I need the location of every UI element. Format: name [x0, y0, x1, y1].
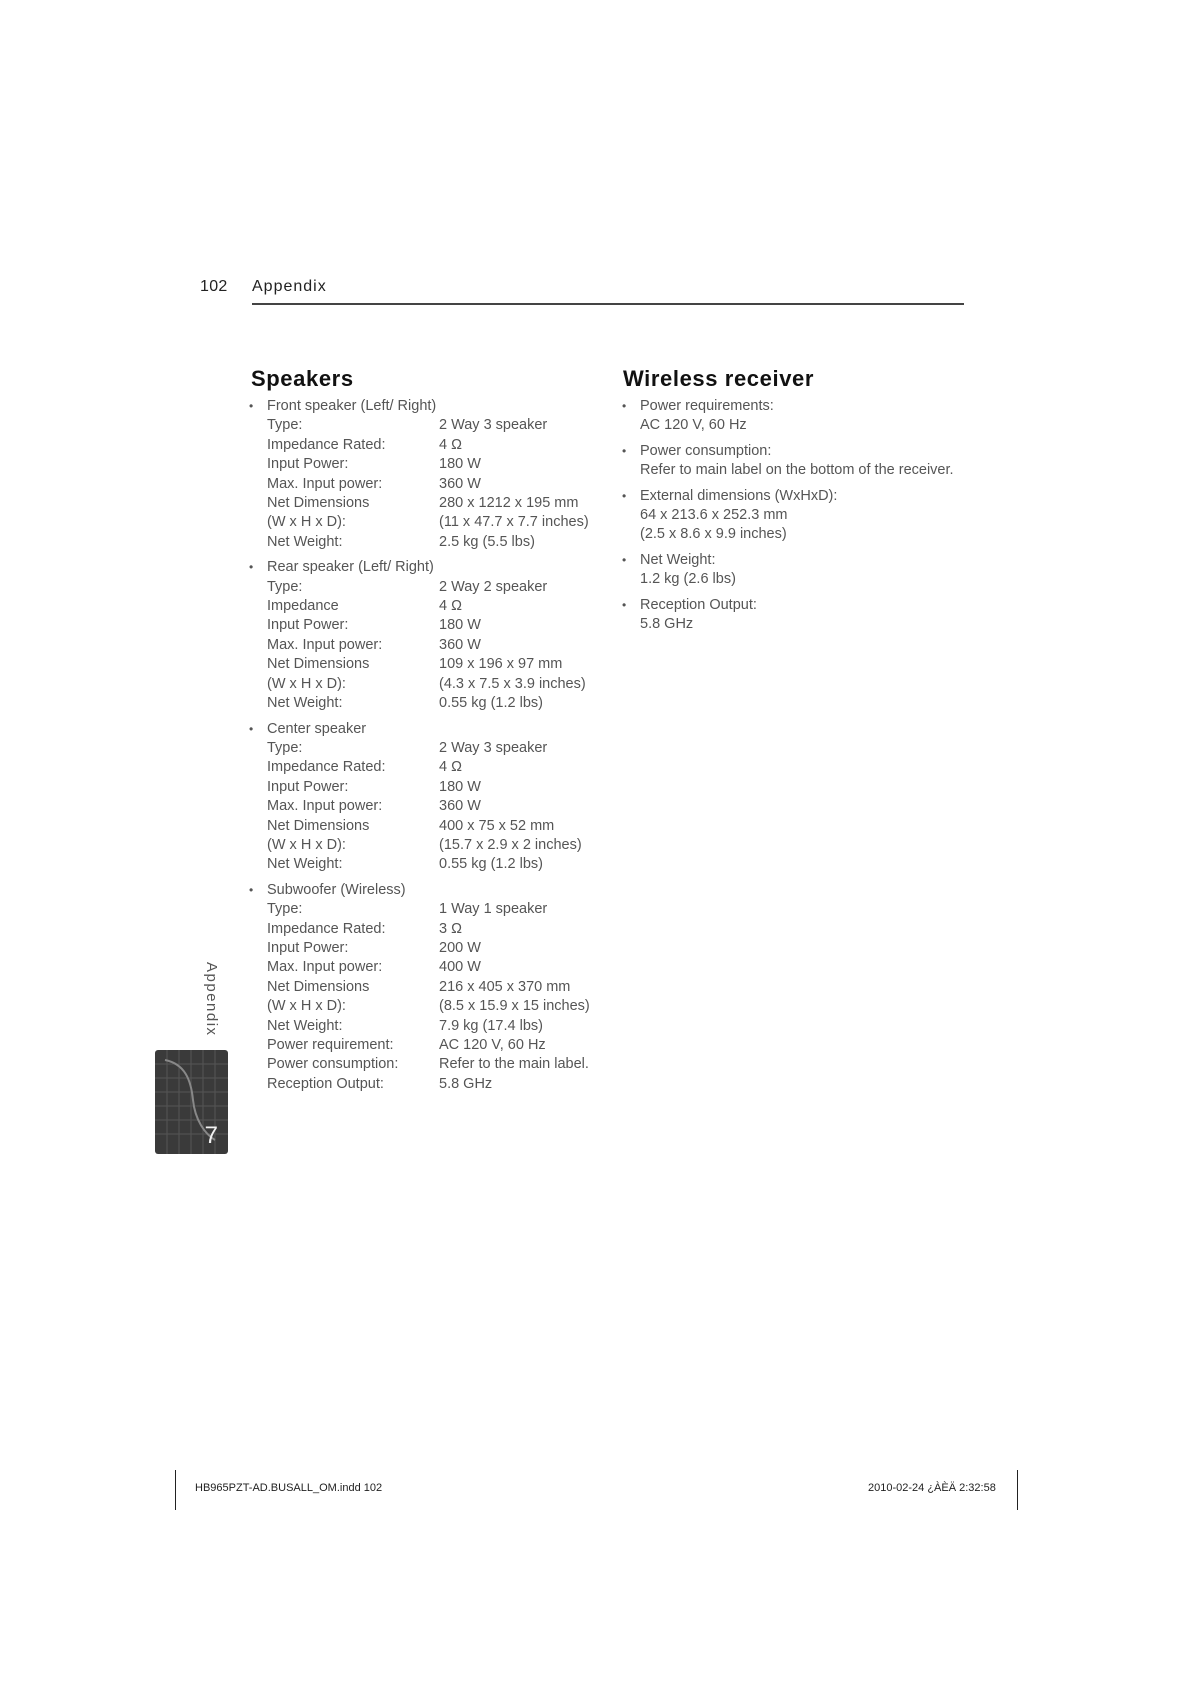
- bullet-icon: •: [249, 882, 254, 897]
- bullet-icon: •: [622, 597, 627, 612]
- spec-label: Type:: [267, 739, 303, 756]
- spec-label: Reception Output:: [267, 1075, 384, 1092]
- bullet-icon: •: [622, 488, 627, 503]
- spec-value: 180 W: [439, 617, 481, 634]
- wireless-receiver-title: Wireless receiver: [623, 366, 815, 391]
- spec-label: Net Dimensions: [267, 495, 370, 512]
- spec-label: Net Dimensions: [267, 817, 370, 834]
- spec-value: 0.55 kg (1.2 lbs): [439, 695, 543, 712]
- spec-row: [267, 494, 607, 513]
- spec-label: (W x H x D):: [267, 514, 346, 531]
- slug-filename: HB965PZT-AD.BUSALL_OM.indd 102: [195, 1482, 383, 1494]
- spec-value: 200 W: [439, 939, 481, 956]
- spec-value: 7.9 kg (17.4 lbs): [439, 1017, 543, 1034]
- spec-label: Type:: [267, 578, 303, 595]
- spec-row: [267, 475, 607, 494]
- bullet-icon: •: [249, 560, 254, 575]
- bullet-icon: •: [622, 399, 627, 413]
- speakers-spec-list: [247, 397, 607, 1100]
- speaker-group-heading: Center speaker: [267, 720, 367, 737]
- chapter-number: 7: [204, 1122, 218, 1149]
- page-header: [200, 278, 964, 306]
- bullet-icon: •: [622, 552, 627, 567]
- spec-value: 400 x 75 x 52 mm: [439, 817, 555, 834]
- spec-value: 109 x 196 x 97 mm: [439, 656, 563, 673]
- spec-label: Net Weight:: [267, 533, 343, 550]
- spec-value: 4 Ω: [439, 598, 462, 615]
- spec-label: Input Power:: [267, 939, 349, 956]
- spec-row: [267, 636, 607, 655]
- spec-value: 1 Way 1 speaker: [439, 901, 548, 918]
- wireless-spec-heading: Net Weight:: [640, 551, 716, 568]
- spec-value: 3 Ω: [439, 920, 462, 937]
- wireless-spec-value: Refer to main label on the bottom of the receiver.: [640, 462, 954, 479]
- wireless-spec-value: AC 120 V, 60 Hz: [640, 417, 747, 434]
- spec-label: Max. Input power:: [267, 475, 383, 492]
- speakers-title: Speakers: [251, 366, 354, 391]
- speaker-spec-group: [247, 558, 607, 713]
- wireless-spec-heading: Reception Output:: [640, 596, 757, 613]
- spec-value: (4.3 x 7.5 x 3.9 inches): [439, 675, 586, 692]
- header-rule: [252, 303, 964, 305]
- spec-row: [267, 920, 607, 939]
- page-number: 102: [200, 278, 228, 295]
- speaker-spec-group: [247, 397, 607, 552]
- spec-label: Max. Input power:: [267, 636, 383, 653]
- spec-label: Impedance Rated:: [267, 920, 386, 937]
- spec-row: [267, 758, 607, 777]
- wireless-spec-list: [620, 397, 980, 640]
- spec-value: 180 W: [439, 456, 481, 473]
- speaker-spec-group: [247, 881, 607, 1094]
- chapter-tab: [155, 1050, 228, 1154]
- slug-divider-right: [1017, 1470, 1018, 1510]
- spec-row: [267, 1036, 607, 1055]
- wireless-spec-item: [620, 397, 980, 436]
- spec-value: 4 Ω: [439, 759, 462, 776]
- spec-label: Net Weight:: [267, 695, 343, 712]
- bullet-icon: •: [622, 443, 627, 458]
- spec-row: [267, 597, 607, 616]
- wireless-spec-item: [620, 487, 980, 545]
- spec-row: [267, 797, 607, 816]
- bullet-icon: •: [249, 399, 254, 413]
- spec-value: 2 Way 3 speaker: [439, 417, 548, 434]
- spec-label: (W x H x D):: [267, 836, 346, 853]
- spec-value: 360 W: [439, 798, 481, 815]
- spec-value: 2 Way 2 speaker: [439, 578, 548, 595]
- spec-row: [267, 958, 607, 977]
- spec-value: (8.5 x 15.9 x 15 inches): [439, 998, 590, 1015]
- spec-row: [267, 616, 607, 635]
- spec-row: [267, 739, 607, 758]
- spec-row: [267, 1017, 607, 1036]
- spec-value: AC 120 V, 60 Hz: [439, 1037, 546, 1053]
- spec-value: 216 x 405 x 370 mm: [439, 978, 571, 995]
- spec-row: [267, 817, 607, 836]
- spec-label: Input Power:: [267, 617, 349, 634]
- spec-label: Input Power:: [267, 456, 349, 473]
- speaker-group-heading: Subwoofer (Wireless): [267, 881, 406, 898]
- speaker-group-heading: Front speaker (Left/ Right): [267, 398, 437, 414]
- spec-row: [267, 778, 607, 797]
- spec-label: Net Dimensions: [267, 656, 370, 673]
- spec-value: 2 Way 3 speaker: [439, 739, 548, 756]
- spec-row: [267, 655, 607, 674]
- spec-row: [267, 436, 607, 455]
- speaker-spec-group: [247, 720, 607, 875]
- spec-row: [267, 978, 607, 997]
- spec-value: 0.55 kg (1.2 lbs): [439, 856, 543, 873]
- wireless-spec-item: [620, 442, 980, 481]
- spec-label: Max. Input power:: [267, 959, 383, 976]
- wireless-spec-value: (2.5 x 8.6 x 9.9 inches): [640, 526, 787, 543]
- spec-label: Power consumption:: [267, 1056, 399, 1073]
- spec-label: Impedance: [267, 598, 339, 615]
- spec-label: Type:: [267, 901, 303, 918]
- wireless-spec-heading: External dimensions (WxHxD):: [640, 487, 838, 504]
- spec-label: Net Dimensions: [267, 978, 370, 995]
- spec-row: [267, 939, 607, 958]
- wireless-spec-heading: Power requirements:: [640, 398, 774, 414]
- slug-timestamp: 2010-02-24 ¿ÀÈÄ 2:32:58: [868, 1482, 996, 1494]
- spec-label: Power requirement:: [267, 1037, 394, 1053]
- spec-row: [267, 533, 607, 552]
- spec-value: Refer to the main label.: [439, 1056, 589, 1073]
- wireless-spec-item: [620, 551, 980, 590]
- wireless-spec-item: [620, 596, 980, 635]
- spec-value: 5.8 GHz: [439, 1075, 493, 1092]
- spec-value: 360 W: [439, 475, 481, 492]
- spec-row: [267, 578, 607, 597]
- wireless-spec-value: 1.2 kg (2.6 lbs): [640, 571, 736, 588]
- spec-row: [267, 836, 607, 855]
- spec-row: [267, 675, 607, 694]
- spec-label: Impedance Rated:: [267, 759, 386, 776]
- spec-label: Input Power:: [267, 778, 349, 795]
- spec-value: 360 W: [439, 636, 481, 653]
- side-tab-label: Appendix: [203, 962, 220, 1037]
- spec-label: Type:: [267, 417, 303, 434]
- wireless-spec-value: 5.8 GHz: [640, 616, 694, 633]
- spec-value: 280 x 1212 x 195 mm: [439, 495, 579, 512]
- header-section-title: Appendix: [252, 278, 327, 295]
- spec-row: [267, 855, 607, 874]
- spec-label: Net Weight:: [267, 1017, 343, 1034]
- spec-label: (W x H x D):: [267, 675, 346, 692]
- spec-label: Net Weight:: [267, 856, 343, 873]
- spec-label: Impedance Rated:: [267, 436, 386, 453]
- spec-row: [267, 900, 607, 919]
- bullet-icon: •: [249, 721, 254, 736]
- spec-row: [267, 694, 607, 713]
- spec-row: [267, 455, 607, 474]
- spec-value: 180 W: [439, 778, 481, 795]
- spec-row: [267, 513, 607, 532]
- spec-value: 4 Ω: [439, 436, 462, 453]
- spec-row: [267, 1055, 607, 1074]
- spec-value: (11 x 47.7 x 7.7 inches): [439, 514, 589, 531]
- spec-label: (W x H x D):: [267, 998, 346, 1015]
- spec-value: (15.7 x 2.9 x 2 inches): [439, 836, 582, 853]
- spec-row: [267, 416, 607, 435]
- speaker-group-heading: Rear speaker (Left/ Right): [267, 559, 434, 576]
- spec-label: Max. Input power:: [267, 798, 383, 815]
- wireless-spec-heading: Power consumption:: [640, 442, 772, 459]
- spec-value: 400 W: [439, 959, 481, 976]
- spec-row: [267, 1075, 607, 1094]
- spec-value: 2.5 kg (5.5 lbs): [439, 533, 535, 550]
- spec-row: [267, 997, 607, 1016]
- slug-divider-left: [175, 1470, 176, 1510]
- wireless-spec-value: 64 x 213.6 x 252.3 mm: [640, 507, 788, 524]
